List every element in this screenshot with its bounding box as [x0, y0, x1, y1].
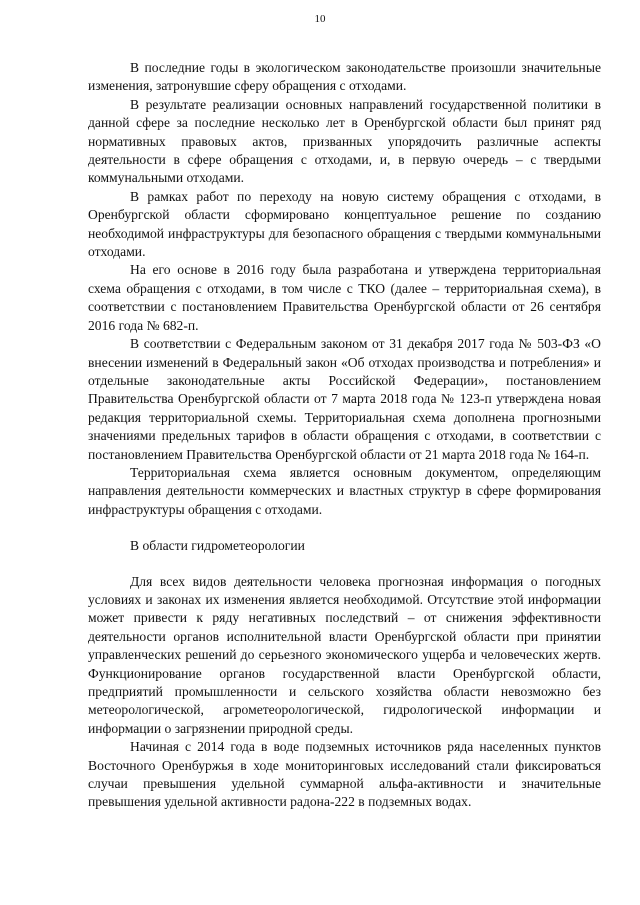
paragraph-state-policy: В результате реализации основных направлений государственной политики в данной сфере за последние несколько лет в Оренбургской области был принят ряд нормативных правовых актов, призванных упорядочить различные аспекты деятельности в сфере обращения с отходами, и, в первую очередь – с твердыми коммунальными отходами.: [88, 96, 601, 186]
paragraph-legislation-changes: В последние годы в экологическом законодательстве произошли значительные изменения, затронувшие сферу обращения с отходами.: [88, 60, 601, 94]
paragraph-forecast-information: Для всех видов деятельности человека прогнозная информация о погодных условиях и законах их изменения является необходимой. Отсутствие этой информации может привести к ряду негативных последствий – от снижения эффективности деятельности органов исполнительной власти Оренбургской области при принятии управленческих решений до серьезного экономического ущерба и человеческих жертв. Функционирование органов государственной власти Оренбургской области, предприятий промышленности и сельского хозяйства области невозможно без метеорологической, агрометеорологической, гидрологической информации и информации о загрязнении природной среды.: [88, 573, 601, 736]
spacer: [88, 556, 601, 573]
section-heading: В области гидрометеорологии: [130, 538, 305, 554]
page-number: 10: [314, 13, 326, 25]
paragraph-new-system: В рамках работ по переходу на новую систему обращения с отходами, в Оренбургской области сформировано концептуальное решение по созданию необходимой инфраструктуры для безопасного обращения с твердыми коммунальными отходами.: [88, 188, 601, 260]
paragraph-territorial-scheme-2016: На его основе в 2016 году была разработана и утверждена территориальная схема обращения с отходами, в том числе с ТКО (далее – территориальная схема), в соответствии с постановлением Правительства Оренбургской области от 26 сентября 2016 года № 682-п.: [88, 262, 601, 333]
document-body: [88, 59, 601, 812]
paragraph-federal-law: В соответствии с Федеральным законом от 31 декабря 2017 года № 503-ФЗ «О внесении изменений в Федеральный закон «Об отходах производства и потребления» и отдельные законодательные акты Российской Федерации», постановлением Правительства Оренбургской области от 7 марта 2018 года № 123-п утверждена новая редакция территориальной схемы. Территориальная схема дополнена прогнозными значениями предельных тарифов в области обращения с отходами, в соответствии с постановлением Правительства Оренбургской области от 21 марта 2018 года № 164-п.: [88, 336, 601, 462]
paragraph-radon-monitoring: Начиная с 2014 года в воде подземных источников ряда населенных пунктов Восточного Оренбуржья в ходе мониторинговых исследований стали фиксироваться случаи превышения удельной суммарной альфа-активности и значительные превышения удельной активности радона-222 в подземных водах.: [88, 739, 601, 810]
paragraph-scheme-main-document: Территориальная схема является основным документом, определяющим направления деятельности коммерческих и властных структур в сфере формирования инфраструктуры обращения с отходами.: [88, 464, 601, 517]
spacer: [88, 519, 601, 537]
